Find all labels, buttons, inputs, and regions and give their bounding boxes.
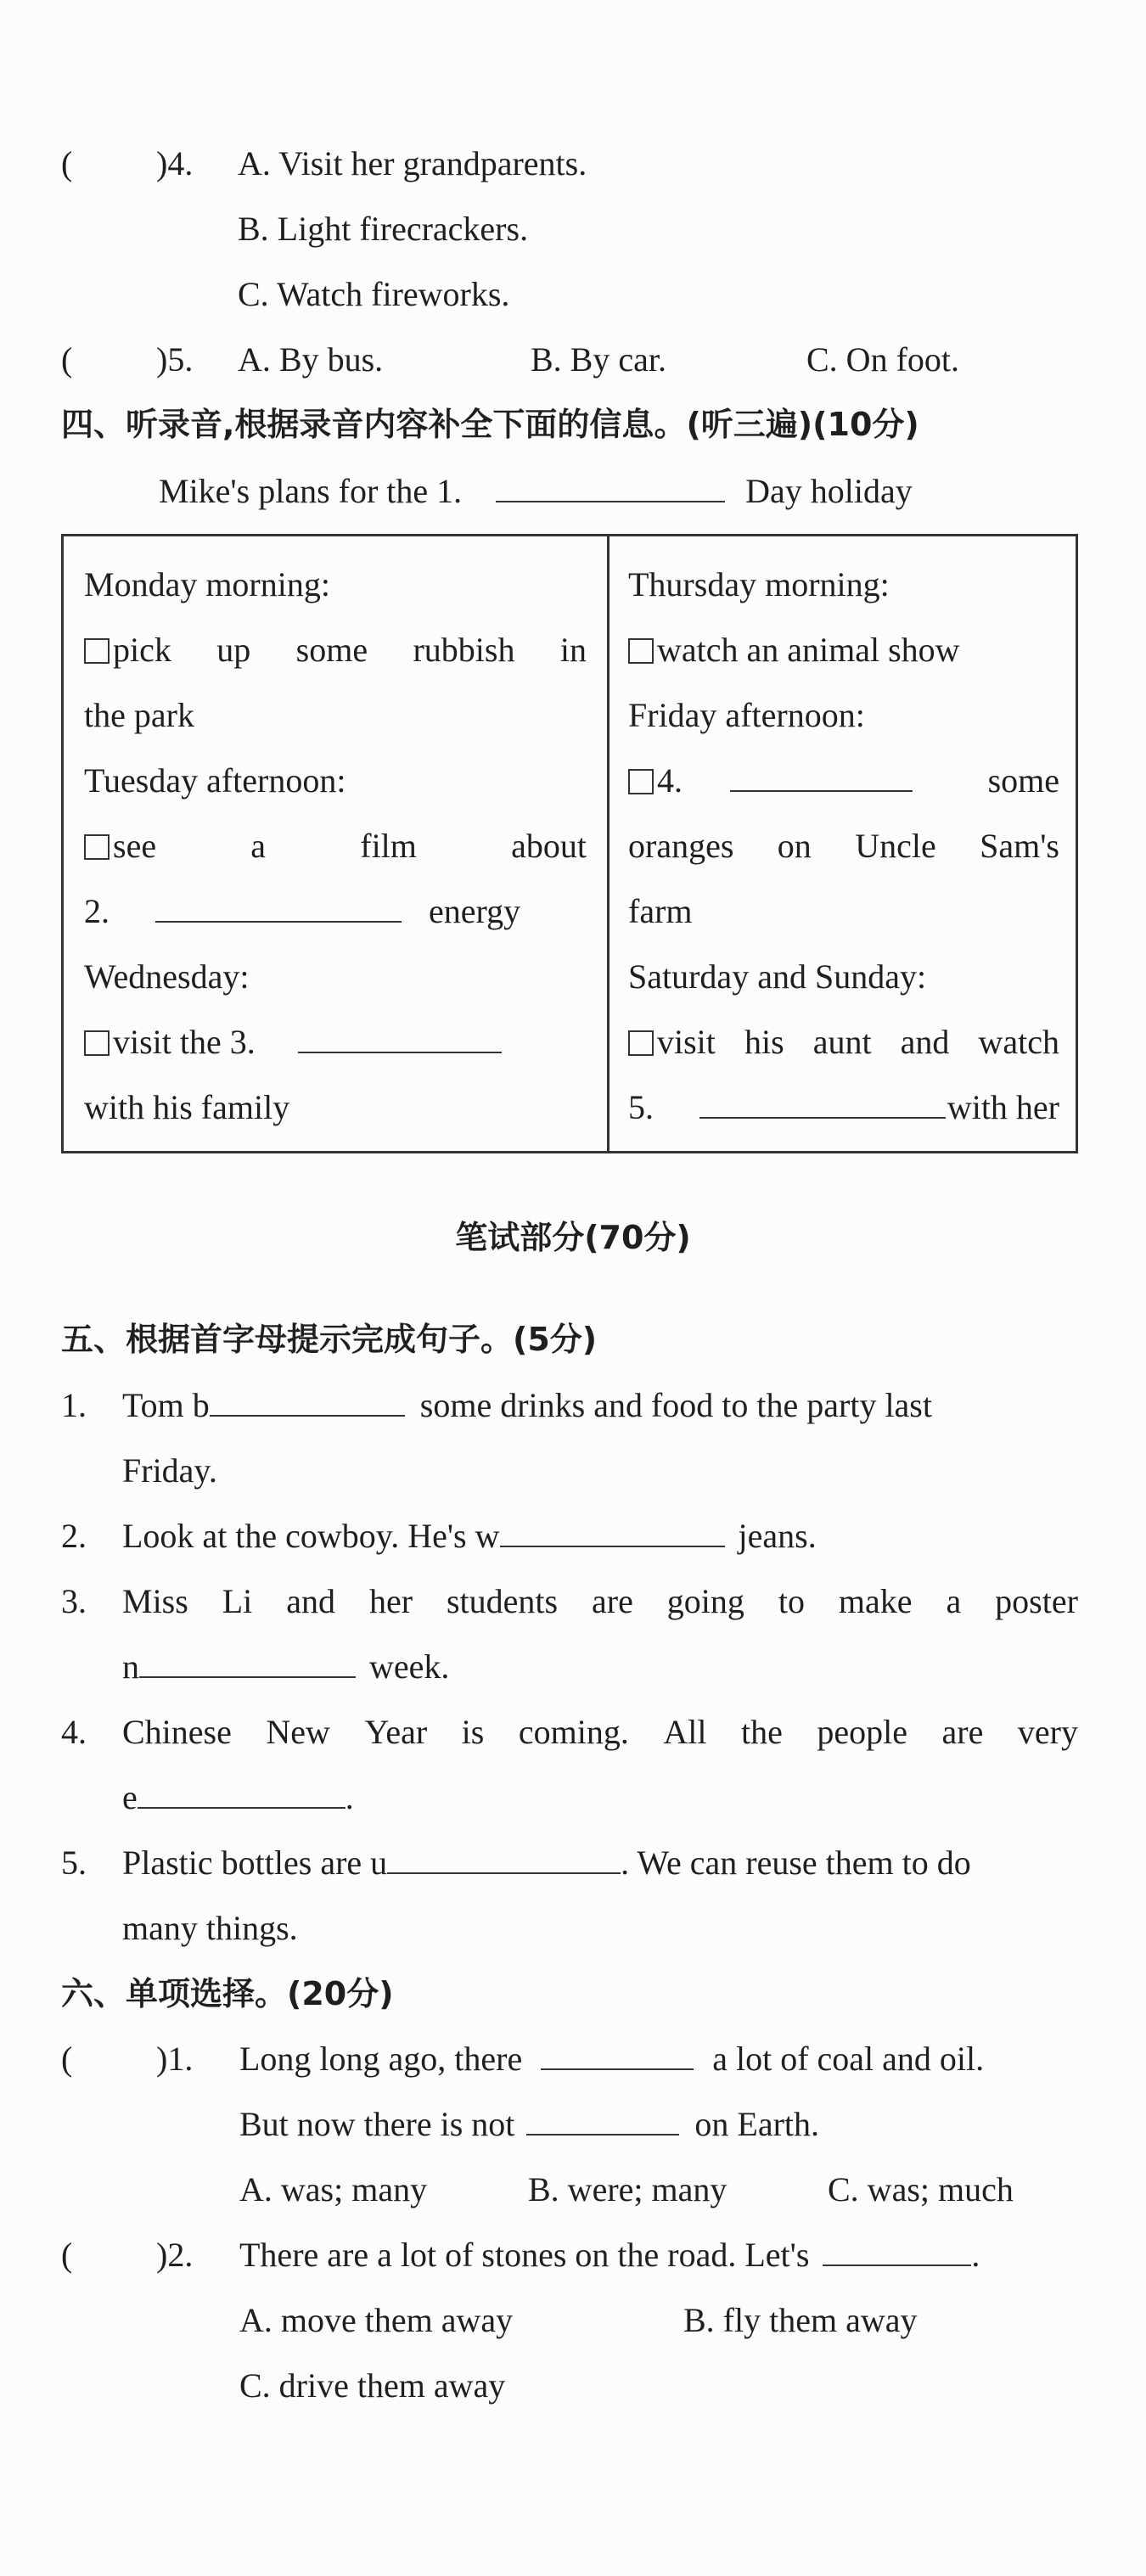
monday-task-line1 bbox=[84, 628, 587, 672]
tuesday-task-line2 bbox=[84, 890, 520, 934]
monday-task-word: rubbish bbox=[413, 631, 515, 669]
wednesday-task-line1 bbox=[84, 1020, 502, 1064]
plan-title-before: Mike's plans for the 1. bbox=[159, 472, 463, 510]
monday-label: Monday morning: bbox=[84, 565, 330, 603]
s3-text-b: week. bbox=[369, 1647, 450, 1686]
friday-task-word: on bbox=[777, 827, 812, 865]
s1-text-a: Tom b bbox=[122, 1386, 210, 1424]
word: is bbox=[461, 1713, 485, 1751]
item-number: 2. bbox=[61, 1517, 87, 1555]
checkbox[interactable] bbox=[84, 638, 110, 664]
friday-task-line1 bbox=[628, 759, 1059, 803]
checkbox[interactable] bbox=[628, 638, 654, 664]
q4-option-c: C. Watch fireworks. bbox=[238, 275, 510, 313]
plan-title bbox=[159, 469, 913, 514]
word: are bbox=[941, 1713, 984, 1751]
blank-1[interactable] bbox=[496, 472, 725, 502]
word: are bbox=[592, 1582, 633, 1620]
answer-paren[interactable]: ( bbox=[61, 340, 73, 379]
wednesday-task-line2: with his family bbox=[84, 1088, 290, 1126]
friday-task-word: oranges bbox=[628, 827, 734, 865]
s5-text-a: Plastic bottles are u bbox=[122, 1844, 388, 1882]
s5-item1-line2: Friday. bbox=[122, 1451, 217, 1490]
s3-words bbox=[122, 1580, 1078, 1624]
s6-q2-line1 bbox=[239, 2233, 980, 2277]
written-part-title: 笔试部分(70分) bbox=[455, 1219, 691, 1256]
monday-task-word: pick bbox=[84, 628, 171, 672]
s5-text-b: . We can reuse them to do bbox=[621, 1844, 971, 1882]
friday-task-line2 bbox=[628, 824, 1059, 868]
s4-words bbox=[122, 1710, 1078, 1754]
word: students bbox=[446, 1582, 559, 1620]
blank-3[interactable] bbox=[298, 1023, 502, 1053]
s5-item4-line1 bbox=[61, 1710, 1078, 1754]
blank-s5-2[interactable] bbox=[500, 1517, 725, 1547]
wednesday-label: Wednesday: bbox=[84, 957, 250, 996]
s5-item4-line2 bbox=[122, 1776, 354, 1820]
q2-text-a: There are a lot of stones on the road. Let's bbox=[239, 2236, 810, 2274]
monday-task-word: in bbox=[559, 631, 587, 669]
word: her bbox=[368, 1582, 413, 1620]
q5-option-b: B. By car. bbox=[531, 340, 666, 379]
word: Miss bbox=[122, 1582, 188, 1620]
weekend-task-line1 bbox=[628, 1020, 1059, 1064]
s5-item3-line1 bbox=[61, 1580, 1078, 1624]
tuesday-task-word: see bbox=[84, 824, 156, 868]
s2-text-b: jeans. bbox=[738, 1517, 817, 1555]
s6-q2-option-a: A. move them away bbox=[239, 2301, 514, 2339]
blank-number: 5. bbox=[628, 1088, 654, 1126]
s4-text-b: . bbox=[345, 1778, 354, 1816]
q1-number: )1. bbox=[156, 2040, 194, 2078]
blank-2[interactable] bbox=[155, 892, 402, 923]
word: poster bbox=[995, 1582, 1078, 1620]
thursday-task bbox=[628, 628, 960, 672]
monday-task-line2: the park bbox=[84, 696, 194, 734]
s6-q2-option-c: C. drive them away bbox=[239, 2366, 506, 2405]
friday-task-word: Uncle bbox=[855, 827, 936, 865]
q5-option-c: C. On foot. bbox=[806, 340, 959, 379]
item-number: 5. bbox=[61, 1844, 87, 1882]
word: All bbox=[663, 1713, 707, 1751]
word: Chinese bbox=[122, 1713, 232, 1751]
s2-text-a: Look at the cowboy. He's w bbox=[122, 1517, 500, 1555]
word: Li bbox=[222, 1582, 253, 1620]
monday-task-word: some bbox=[295, 631, 368, 669]
q4-option-a: A. Visit her grandparents. bbox=[238, 144, 587, 182]
s5-item5-line1 bbox=[61, 1841, 1078, 1885]
weekend-task-word: watch bbox=[978, 1023, 1059, 1061]
word: the bbox=[741, 1713, 783, 1751]
s6-q1-stem bbox=[61, 2037, 193, 2081]
blank-5[interactable] bbox=[699, 1088, 946, 1119]
word: Year bbox=[364, 1713, 428, 1751]
q2-text-b: . bbox=[971, 2236, 980, 2274]
blank-4[interactable] bbox=[730, 761, 913, 792]
weekend-task-word: and bbox=[900, 1023, 950, 1061]
tuesday-after: energy bbox=[429, 892, 521, 930]
blank-s6-2[interactable] bbox=[823, 2236, 971, 2266]
blank-s5-1[interactable] bbox=[210, 1386, 405, 1417]
blank-s5-4[interactable] bbox=[138, 1778, 345, 1809]
word: New bbox=[266, 1713, 330, 1751]
weekend-task-word: visit bbox=[628, 1020, 716, 1064]
friday-after: some bbox=[987, 761, 1059, 800]
tuesday-task-word: about bbox=[511, 827, 587, 865]
checkbox[interactable] bbox=[628, 1030, 654, 1056]
weekend-task-word: aunt bbox=[812, 1023, 872, 1061]
thursday-label: Thursday morning: bbox=[628, 565, 890, 603]
q4-number: )4. bbox=[156, 144, 194, 182]
friday-task-word: Sam's bbox=[980, 827, 1059, 865]
friday-task-line3: farm bbox=[628, 892, 693, 930]
q1-text-c: But now there is not bbox=[239, 2105, 515, 2143]
word: to bbox=[778, 1582, 805, 1620]
blank-s6-1a[interactable] bbox=[541, 2040, 694, 2070]
word: a bbox=[946, 1582, 962, 1620]
checkbox[interactable] bbox=[628, 769, 654, 794]
weekend-task-word: his bbox=[744, 1023, 784, 1061]
s5-item5-line2: many things. bbox=[122, 1909, 298, 1947]
checkbox[interactable] bbox=[84, 1030, 110, 1056]
q4-stem bbox=[61, 142, 193, 186]
table-divider bbox=[607, 536, 610, 1151]
s6-q2-stem bbox=[61, 2233, 193, 2277]
friday-label: Friday afternoon: bbox=[628, 696, 865, 734]
word: going bbox=[666, 1582, 744, 1620]
blank-s5-3[interactable] bbox=[139, 1647, 356, 1678]
item-number: 3. bbox=[61, 1582, 87, 1620]
blank-number: 2. bbox=[84, 892, 110, 930]
word: make bbox=[838, 1582, 913, 1620]
word: and bbox=[286, 1582, 335, 1620]
s6-q1-option-b: B. were; many bbox=[528, 2170, 727, 2208]
s6-q1-option-a: A. was; many bbox=[239, 2170, 428, 2208]
section5-heading: 五、根据首字母提示完成句子。(5分) bbox=[61, 1321, 598, 1358]
checkbox[interactable] bbox=[84, 834, 110, 860]
word: coming. bbox=[518, 1713, 629, 1751]
q4-option-b: B. Light firecrackers. bbox=[238, 210, 529, 248]
tuesday-task-word: a bbox=[250, 827, 267, 865]
q1-text-d: on Earth. bbox=[694, 2105, 820, 2143]
tuesday-task-line1 bbox=[84, 824, 587, 868]
s6-q1-option-c: C. was; much bbox=[828, 2170, 1014, 2208]
q5-option-a: A. By bus. bbox=[238, 340, 384, 379]
s6-q1-line1 bbox=[239, 2037, 984, 2081]
s1-text-b: some drinks and food to the party last bbox=[419, 1386, 932, 1424]
q1-text-a: Long long ago, there bbox=[239, 2040, 523, 2078]
s5-item1-line1 bbox=[61, 1383, 1078, 1428]
s6-q1-line2 bbox=[239, 2102, 819, 2147]
blank-s5-5[interactable] bbox=[387, 1844, 621, 1874]
plan-title-after: Day holiday bbox=[745, 472, 913, 510]
answer-paren[interactable]: ( bbox=[61, 2236, 73, 2274]
q5-stem bbox=[61, 338, 193, 382]
section6-heading: 六、单项选择。(20分) bbox=[61, 1975, 394, 2012]
section4-heading: 四、听录音,根据录音内容补全下面的信息。(听三遍)(10分) bbox=[61, 406, 919, 443]
wednesday-task-text: visit the 3. bbox=[113, 1023, 256, 1061]
item-number: 4. bbox=[61, 1713, 87, 1751]
answer-paren[interactable]: ( bbox=[61, 144, 73, 182]
tuesday-label: Tuesday afternoon: bbox=[84, 761, 346, 800]
item-number: 1. bbox=[61, 1386, 87, 1424]
q1-text-b: a lot of coal and oil. bbox=[712, 2040, 985, 2078]
word: people bbox=[817, 1713, 908, 1751]
tuesday-task-word: film bbox=[360, 827, 417, 865]
blank-s6-1b[interactable] bbox=[526, 2105, 679, 2135]
q5-number: )5. bbox=[156, 340, 194, 379]
word: very bbox=[1017, 1713, 1078, 1751]
s5-item2 bbox=[61, 1514, 817, 1558]
s5-item3-line2 bbox=[122, 1645, 449, 1689]
s4-text-a: e bbox=[122, 1778, 138, 1816]
s3-text-a: n bbox=[122, 1647, 139, 1686]
weekend-label: Saturday and Sunday: bbox=[628, 957, 927, 996]
s6-q2-option-b: B. fly them away bbox=[683, 2301, 918, 2339]
plans-table bbox=[61, 534, 1078, 1153]
monday-task-word: up bbox=[216, 631, 251, 669]
q2-number: )2. bbox=[156, 2236, 194, 2274]
blank-number: 4. bbox=[657, 761, 683, 800]
weekend-after: with her bbox=[947, 1088, 1059, 1126]
weekend-task-line2 bbox=[628, 1086, 1059, 1130]
answer-paren[interactable]: ( bbox=[61, 2040, 73, 2078]
thursday-task-text: watch an animal show bbox=[657, 631, 960, 669]
